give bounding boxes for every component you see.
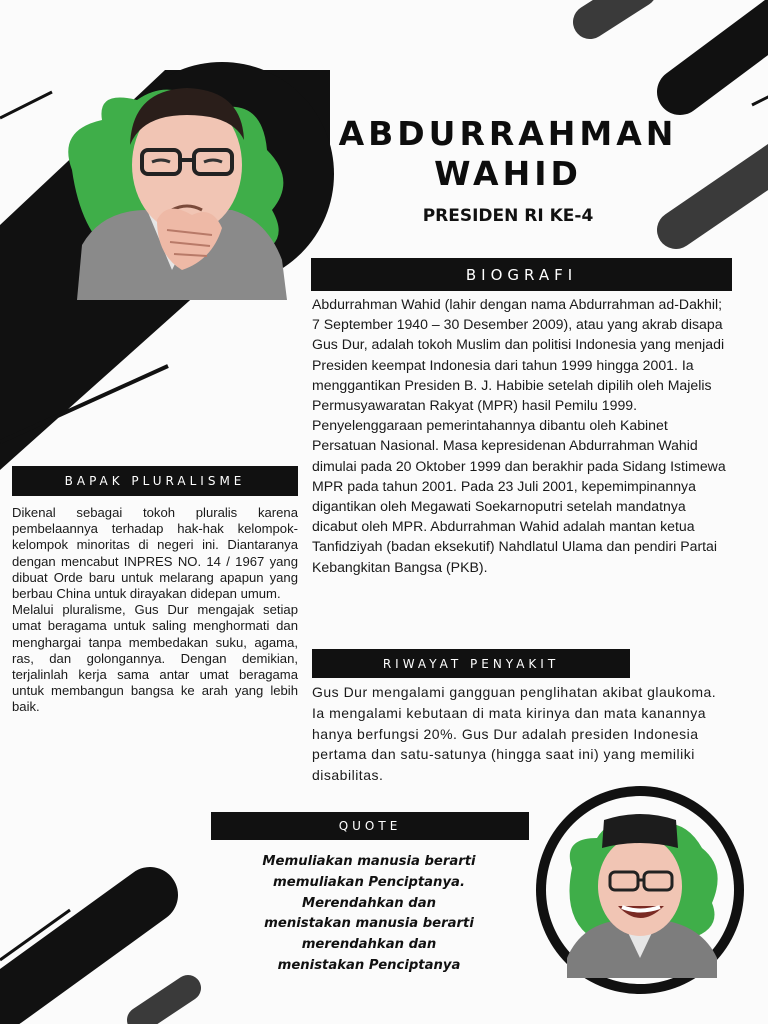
pill-shape [680, 10, 768, 92]
section-header-quote: QUOTE [211, 812, 529, 840]
thin-line [752, 86, 768, 105]
section-header-riwayat: RIWAYAT PENYAKIT [312, 649, 630, 678]
pill-shape [140, 988, 188, 1020]
biografi-text: Abdurrahman Wahid (lahir dengan nama Abdurrahman ad-Dakhil; 7 September 1940 – 30 Desember 2009), atau yang akrab disapa Gus Dur, adalah tokoh Muslim dan politisi Indonesia yang menjadi Presiden keempat Indonesia dari tahun 1999 hingga 2001. Ia menggantikan Presiden B. J. Habibie setelah dipilih oleh Majelis Permusyawaratan Rakyat (MPR) hasil Pemilu 1999. Penyelenggaraan pemerintahannya dibantu oleh Kabinet Persatuan Nasional. Masa kepresidenan Abdurrahman Wahid dimulai pada 20 Oktober 1999 dan berakhir pada Sidang Istimewa MPR pada tahun 2001. Pada 23 Juli 2001, kepemimpinannya digantikan oleh Megawati Soekarnoputri setelah mandatnya dicabut oleh MPR. Abdurrahman Wahid adalah mantan ketua Tanfidziyah (badan eksekutif) Nahdlatul Ulama dan pendiri Partai Kebangkitan Bangsa (PKB). [312, 296, 726, 575]
portrait-abdurrahman-wahid [62, 70, 302, 300]
pill-shape [590, 0, 640, 22]
thin-line [0, 92, 52, 118]
pluralisme-paragraph-1: Dikenal sebagai tokoh pluralis karena pembelaannya terhadap hak-hak kelompok-kelompok minoritas di negeri ini. Diantaranya dengan mencabut INPRES NO. 14 / 1967 yang dibuat Orde baru untuk melarang apapun yang berbau China untuk dirayakan didepan umum. [12, 505, 298, 602]
page-title: ABDURRAHMAN WAHID [338, 114, 678, 193]
section-header-biografi: BIOGRAFI [311, 258, 732, 291]
pluralisme-text [12, 505, 298, 716]
pill-shape [5, 895, 150, 1000]
riwayat-text: Gus Dur mengalami gangguan penglihatan akibat glaukoma. Ia mengalami kebutaan di mata kirinya dan mata kanannya hanya berfungsi 20%. Gus Dur adalah presiden Indonesia pertama dan satu-satunya (hingga saat ini) yang memiliki disabilitas. [312, 684, 717, 784]
quote-text: Memuliakan manusia berarti memuliakan Penciptanya. Merendahkan dan menistakan manusia berarti merendahkan dan menistakan Penciptanya [262, 854, 476, 973]
portrait-gus-dur-smiling [552, 808, 728, 978]
pluralisme-paragraph-2: Melalui pluralisme, Gus Dur mengajak setiap umat beragama untuk saling menghormati dan menghargai tanpa membedakan suku, agama, ras, dan golongannya. Dengan demikian, terjalinlah kerja sama antar umat beragama untuk membangun bangsa ke arah yang lebih baik. [12, 602, 298, 715]
page-subtitle: PRESIDEN RI KE-4 [422, 206, 594, 226]
section-header-pluralisme: BAPAK PLURALISME [12, 466, 298, 496]
